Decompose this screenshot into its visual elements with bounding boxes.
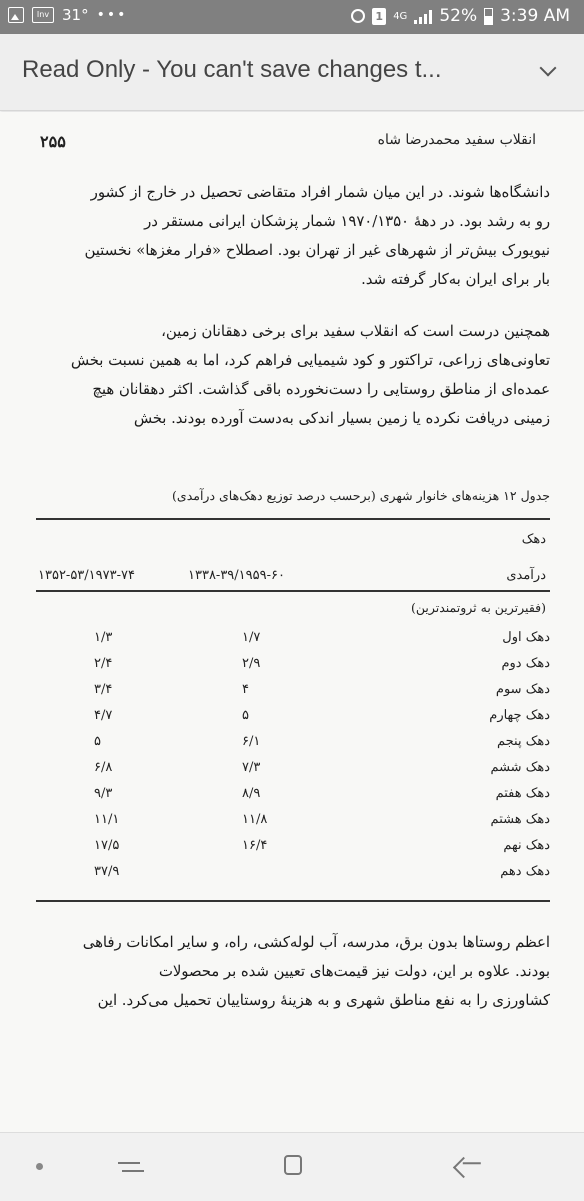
table-row <box>36 864 550 890</box>
row-label: دهک نهم <box>503 838 550 853</box>
home-icon[interactable] <box>284 1155 302 1175</box>
row-value-2: ۶/۸ <box>94 760 113 775</box>
text-line: بودند. علاوه بر این، دولت نیز قیمت‌های تعیین شده بر محصولات <box>158 963 550 980</box>
text-line: همچنین درست است که انقلاب سفید برای برخی دهقانان زمین، <box>161 323 550 340</box>
text-line: دانشگاه‌ها شوند. در این میان شمار افراد متقاضی تحصیل در خارج از کشور <box>90 184 550 201</box>
text-line: رو به رشد بود. در دههٔ ۱۹۷۰/۱۳۵۰ شمار پزشکان ایرانی مستقر در <box>144 213 550 230</box>
table-row <box>36 656 550 682</box>
header-income: درآمدی <box>506 568 546 583</box>
row-value-1: ۱۱/۸ <box>242 812 268 827</box>
navigation-bar <box>0 1132 584 1201</box>
text-line: کشاورزی را به نفع مناطق شهری و به هزینهٔ روستاییان تحمیل می‌کرد. این <box>97 992 550 1009</box>
table-row <box>36 838 550 864</box>
order-note: (فقیرترین به ثروتمندترین) <box>410 600 546 615</box>
text-line: زمینی دریافت نکرده یا زمین بسیار اندکی به‌دست آورده بودند. بخش <box>133 410 550 427</box>
recent-apps-icon[interactable] <box>118 1157 144 1177</box>
row-value-2: ۲/۴ <box>94 656 113 671</box>
table-row <box>36 812 550 838</box>
paragraph-2 <box>38 317 550 433</box>
col2-header: ۱۳۵۲-۵۳/۱۹۷۳-۷۴ <box>38 568 135 583</box>
row-value-2: ۳/۴ <box>94 682 113 697</box>
nav-dot-icon[interactable] <box>36 1163 43 1170</box>
text-line: بار برای ایران به‌کار گرفته شد. <box>361 271 550 288</box>
text-line: عمده‌ای از مناطق روستایی را دست‌نخورده باقی گذاشت. اکثر دهقانان هیچ <box>92 381 550 398</box>
running-header <box>40 132 536 156</box>
row-value-2: ۵ <box>94 734 101 749</box>
table-rule-bottom <box>36 900 550 902</box>
row-value-1: ۱/۷ <box>242 630 261 645</box>
row-label: دهک دهم <box>500 864 550 879</box>
col1-header: ۱۳۳۸-۳۹/۱۹۵۹-۶۰ <box>188 568 285 583</box>
status-left <box>8 6 127 24</box>
table-row <box>36 630 550 656</box>
row-value-1: ۸/۹ <box>242 786 261 801</box>
table-row <box>36 786 550 812</box>
row-label: دهک هشتم <box>490 812 550 827</box>
running-title: انقلاب سفید محمدرضا شاه <box>377 132 536 148</box>
table-row <box>36 734 550 760</box>
table-row <box>36 708 550 734</box>
table-row <box>36 760 550 786</box>
header-group: دهک <box>521 532 546 547</box>
inverter-app-icon: Inv <box>32 7 54 23</box>
table-rule-top <box>36 518 550 520</box>
row-value-2: ۱۷/۵ <box>94 838 120 853</box>
document-page <box>0 112 584 1132</box>
network-type: 4G <box>393 10 408 22</box>
row-value-1: ۷/۳ <box>242 760 261 775</box>
paragraph-1 <box>38 178 550 294</box>
row-label: دهک پنجم <box>497 734 550 749</box>
paragraph-3 <box>38 928 550 1015</box>
row-label: دهک هفتم <box>495 786 550 801</box>
row-label: دهک اول <box>502 630 550 645</box>
row-label: دهک چهارم <box>489 708 550 723</box>
row-label: دهک دوم <box>501 656 550 671</box>
row-value-1: ۴ <box>242 682 249 697</box>
row-label: دهک سوم <box>495 682 550 697</box>
battery-percent: 52% <box>439 6 478 26</box>
text-line: تعاونی‌های زراعی، تراکتور و کود شیمیایی فراهم کرد، اما به همین نسبت بخش <box>70 352 550 369</box>
row-value-1: ۵ <box>242 708 249 723</box>
row-value-2: ۹/۳ <box>94 786 113 801</box>
back-icon[interactable] <box>453 1157 474 1178</box>
table-rule-header <box>36 590 550 592</box>
text-line: اعظم روستاها بدون برق، مدرسه، آب لوله‌کشی، راه، و سایر امکانات رفاهی <box>82 934 550 951</box>
sim-icon: 1 <box>372 8 386 25</box>
temperature-text: 31° <box>62 6 89 24</box>
row-value-1: ۶/۱ <box>242 734 261 749</box>
status-right <box>351 6 570 26</box>
row-value-2: ۴/۷ <box>94 708 113 723</box>
table-row <box>36 682 550 708</box>
row-value-2: ۳۷/۹ <box>94 864 120 879</box>
more-dots-icon: ••• <box>96 7 128 23</box>
status-bar <box>0 0 584 34</box>
battery-icon <box>484 8 493 25</box>
row-value-2: ۱/۳ <box>94 630 113 645</box>
chevron-down-icon[interactable] <box>540 60 557 77</box>
page-number: ۲۵۵ <box>40 132 66 151</box>
row-label: دهک ششم <box>490 760 550 775</box>
signal-icon <box>414 8 432 24</box>
read-only-banner[interactable] <box>0 34 584 111</box>
row-value-1: ۱۶/۴ <box>242 838 268 853</box>
row-value-2: ۱۱/۱ <box>94 812 120 827</box>
text-line: نیویورک بیش‌تر از شهرهای غیر از تهران بود. اصطلاح «فرار مغزها» نخستین <box>84 242 550 259</box>
row-value-1: ۲/۹ <box>242 656 261 671</box>
table-caption: جدول ۱۲ هزینه‌های خانوار شهری (برحسب درصد توزیع دهک‌های درآمدی) <box>172 488 550 503</box>
gallery-icon <box>8 7 24 23</box>
banner-text: Read Only - You can't save changes t... <box>22 56 442 83</box>
clock: 3:39 AM <box>500 6 570 26</box>
alarm-icon <box>351 9 365 23</box>
